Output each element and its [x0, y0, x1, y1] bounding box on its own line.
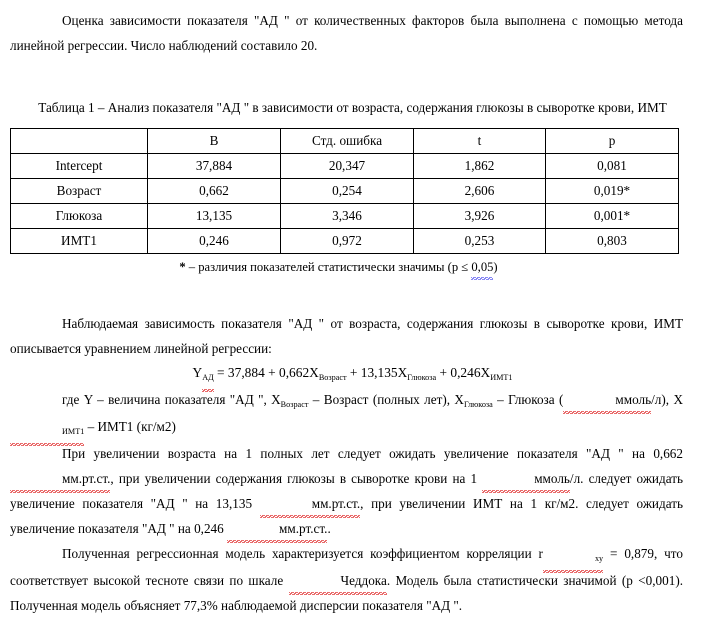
row-value-b: 37,884	[148, 154, 281, 179]
interp-unit-mmol: ммоль	[482, 466, 570, 491]
row-value-b: 13,135	[148, 204, 281, 229]
regression-formula	[0, 361, 705, 387]
row-value-p: 0,001*	[546, 204, 679, 229]
table-header-corner	[11, 129, 148, 154]
row-value-se: 0,972	[281, 229, 414, 254]
conclusion-sub-xy: xy	[543, 546, 603, 571]
formula-y-subscript: АД	[202, 366, 214, 390]
legend-part-1: где Y – величина показателя "АД ", X	[62, 392, 281, 407]
row-value-p: 0,081	[546, 154, 679, 179]
table-header-p: p	[546, 129, 679, 154]
formula-equals: = 37,884 + 0,662X	[213, 365, 319, 380]
row-label: ИМТ1	[11, 229, 148, 254]
footnote-star: *	[179, 260, 186, 274]
row-value-t: 1,862	[414, 154, 546, 179]
row-value-se: 0,254	[281, 179, 414, 204]
paragraph-gap-1	[0, 58, 705, 83]
regression-table	[10, 128, 679, 254]
formula-sub-age: Возраст	[318, 373, 347, 382]
paragraph-gap-2	[0, 278, 705, 303]
row-label: Intercept	[11, 154, 148, 179]
table-header-row	[11, 129, 679, 154]
interp-part-5: .	[327, 521, 331, 536]
legend-part-5: – ИМТ1 (кг/м2)	[84, 419, 176, 434]
conclusion-part-1: Полученная регрессионная модель характеризуется коэффициентом корреляции r	[62, 546, 543, 561]
legend-sub-bmi: ИМТ1	[10, 419, 84, 444]
formula-sub-bmi: ИМТ1	[490, 373, 513, 382]
conclusion-part-2: = 0,879, что соответствует высокой тесноте связи по шкале	[10, 546, 683, 588]
legend-sub-glucose: Глюкоза	[463, 400, 493, 409]
table-caption: Таблица 1 – Анализ показателя "АД " в зависимости от возраста, содержания глюкозы в сыворотке крови, ИМТ	[38, 100, 667, 115]
row-value-b: 0,246	[148, 229, 281, 254]
row-value-se: 20,347	[281, 154, 414, 179]
interp-unit-mmhg-1: мм.рт.ст.	[10, 466, 110, 491]
interp-unit-mmhg-3: мм.рт.ст.	[227, 516, 327, 541]
conclusion-part-3: . Модель была статистически значимой (p <0,001). Полученная модель объясняет 77,3% наблюдаемой дисперсии показателя "АД ".	[10, 573, 684, 613]
legend-part-4: /л), X	[651, 392, 683, 407]
table-row	[11, 179, 679, 204]
table-footnote	[0, 254, 705, 278]
formula-y: Y	[192, 365, 203, 380]
formula-sub-glucose: Глюкоза	[407, 373, 437, 382]
row-value-t: 3,926	[414, 204, 546, 229]
row-value-b: 0,662	[148, 179, 281, 204]
footnote-threshold: 0,05	[471, 256, 493, 278]
interp-unit-mmhg-2: мм.рт.ст.	[260, 491, 360, 516]
intro-paragraph: Оценка зависимости показателя "АД " от количественных факторов была выполнена с помощью метода линейной регрессии. Число наблюдений составило 20.	[10, 13, 683, 53]
variable-legend-paragraph	[0, 387, 705, 441]
legend-sub-age: Возраст	[280, 400, 309, 409]
table-header-b: B	[148, 129, 281, 154]
row-label: Возраст	[11, 179, 148, 204]
legend-part-2: – Возраст (полных лет), X	[308, 392, 464, 407]
row-value-se: 3,346	[281, 204, 414, 229]
interp-part-1: При увеличении возраста на 1 полных лет следует ожидать увеличение показателя "АД " на 0,662	[62, 446, 683, 461]
table-row	[11, 154, 679, 179]
row-value-t: 0,253	[414, 229, 546, 254]
observed-dependence-paragraph: Наблюдаемая зависимость показателя "АД " от возраста, содержания глюкозы в сыворотке крови, ИМТ описывается уравнением линейной регрессии:	[10, 316, 683, 356]
interp-part-2: , при увеличении содержания глюкозы в сыворотке крови на 1	[110, 471, 483, 486]
conclusion-scale-name: Чеддока	[289, 568, 387, 593]
row-value-p: 0,019*	[546, 179, 679, 204]
paragraph-gap-2b	[0, 303, 705, 311]
row-value-t: 2,606	[414, 179, 546, 204]
table-container	[0, 128, 705, 254]
table-row	[11, 229, 679, 254]
legend-unit-mmol: ммоль	[563, 387, 651, 412]
table-header-t: t	[414, 129, 546, 154]
table-header-se: Стд. ошибка	[281, 129, 414, 154]
footnote-text: – различия показателей статистически значимы (p ≤	[185, 260, 472, 274]
interp-part-4: , при увеличении ИМТ на 1 кг/м2. следует ожидать увеличение показателя "АД " на 0,246	[10, 496, 683, 536]
row-value-p: 0,803	[546, 229, 679, 254]
caption-gap	[0, 120, 705, 128]
row-label: Глюкоза	[11, 204, 148, 229]
paragraph-gap-1b	[0, 83, 705, 95]
footnote-close: )	[493, 260, 498, 274]
top-spacer	[0, 0, 705, 8]
formula-plus-2: + 0,246X	[436, 365, 491, 380]
conclusion-paragraph	[0, 541, 705, 618]
interp-part-3: /л. следует ожидать увеличение показателя "АД " на 13,135	[10, 471, 683, 511]
legend-part-3: – Глюкоза (	[492, 392, 564, 407]
interpretation-paragraph	[0, 441, 705, 541]
table-row	[11, 204, 679, 229]
formula-plus-1: + 13,135X	[346, 365, 408, 380]
